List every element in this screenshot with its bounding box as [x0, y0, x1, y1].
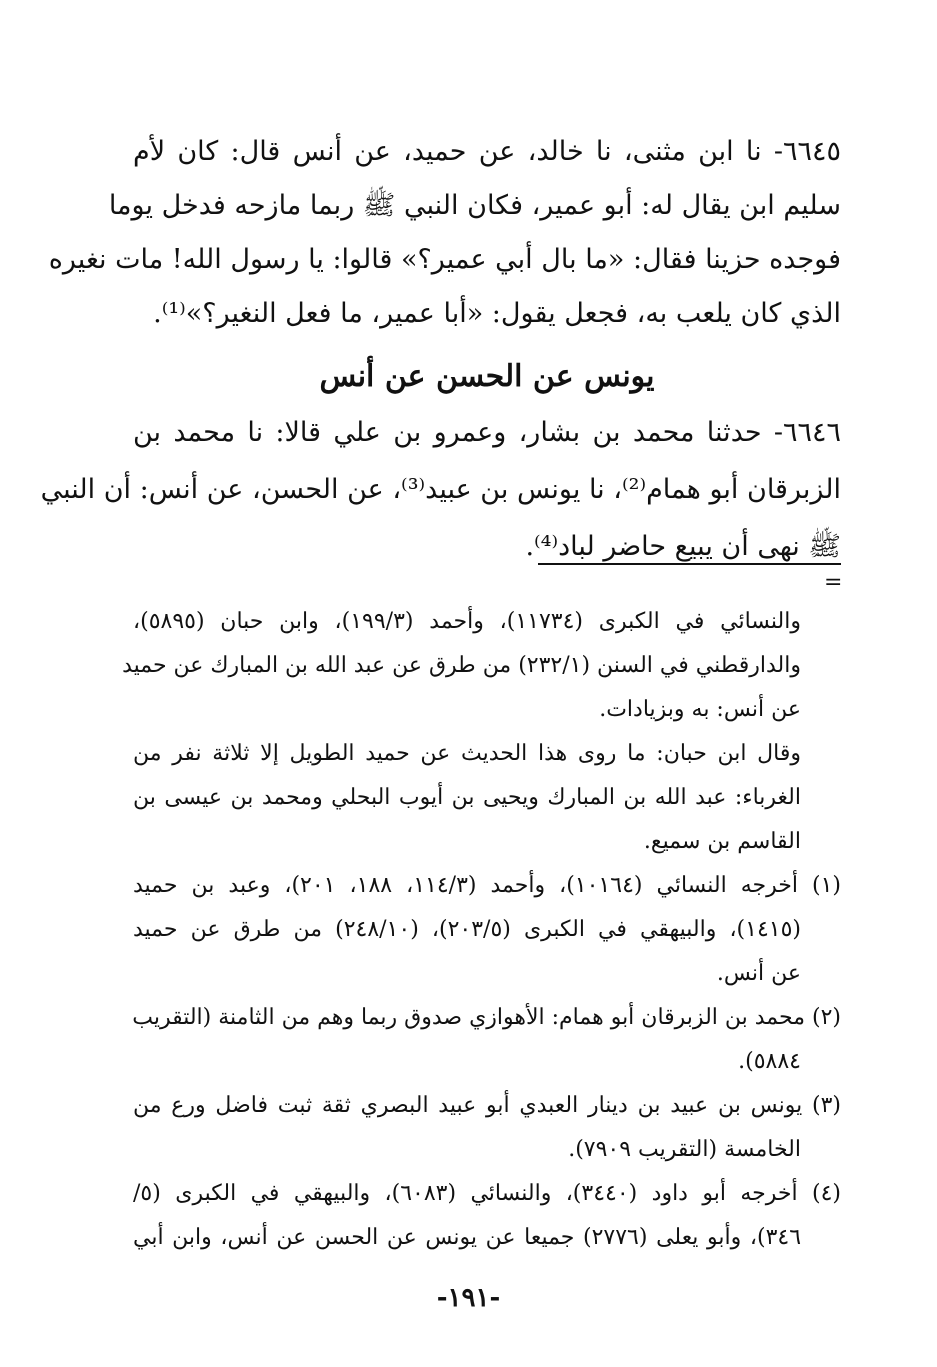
text-line: ٦٦٤٦- حدثنا محمد بن بشار، وعمرو بن علي قالا: نا محمد بن: [133, 417, 841, 448]
footnote-3: [133, 1084, 841, 1172]
footnote-line: (٣) يونس بن عبيد بن دينار العبدي أبو عبيد البصري ثقة ثبت فاضل ورع من: [133, 1093, 841, 1118]
footnote-line: (٢) محمد بن الزبرقان أبو همام: الأهوازي صدوق ربما وهم من الثامنة (التقريب: [132, 1005, 841, 1030]
footnote-1: [133, 864, 841, 996]
footnote-line: ٣٤٦)، وأبو يعلى (٢٧٧٦) جميعا عن يونس عن الحسن عن أنس، وابن أبي: [133, 1225, 802, 1250]
page-number: -١٩١-: [436, 1283, 501, 1313]
section-heading: يونس عن الحسن عن أنس: [319, 359, 655, 394]
text-line: فوجده حزينا فقال: «ما بال أبي عمير؟» قالوا: يا رسول الله! مات نغيره: [48, 244, 841, 275]
footnote-line: وقال ابن حبان: ما روى هذا الحديث عن حميد الطويل إلا ثلاثة نفر من: [133, 741, 801, 766]
footnote-line: الخامسة (التقريب ٧٩٠٩).: [568, 1137, 801, 1162]
hadith-6646: [40, 404, 841, 575]
text-line: ٦٦٤٥- نا ابن مثنى، نا خالد، عن حميد، عن أنس قال: كان لأم: [133, 136, 841, 167]
footnote-line: والدارقطني في السنن (٢٣٢/١) من طرق عن عبد الله بن المبارك عن حميد: [122, 653, 801, 678]
footnote-line: ٥٨٨٤).: [738, 1049, 801, 1074]
footnote-line: (٤) أخرجه أبو داود (٣٤٤٠)، والنسائي (٦٠٨٣)، والبيهقي في الكبرى (٥/: [133, 1181, 841, 1206]
text-line: ﷺ نهى أن يبيع حاضر لباد⁽⁴⁾.: [525, 531, 841, 562]
footnote-line: القاسم بن سميع.: [643, 829, 801, 854]
footnote-2: [133, 996, 841, 1084]
text-line: الذي كان يلعب به، فجعل يقول: «أبا عمير، ما فعل النغير؟»⁽¹⁾.: [153, 298, 841, 329]
footnote-line: عن أنس: به وبزيادات.: [599, 697, 801, 722]
footnote-separator: [538, 563, 841, 565]
footnote-line: عن أنس.: [716, 961, 801, 986]
footnote-continuation: [122, 600, 841, 732]
text-line: سليم ابن يقال له: أبو عمير، فكان النبي ﷺ ربما مازحه فدخل يوما: [108, 190, 841, 221]
hadith-6645: [48, 125, 841, 341]
footnote-4: [133, 1172, 841, 1260]
text-line: الزبرقان أبو همام⁽²⁾، نا يونس بن عبيد⁽³⁾، عن الحسن، عن أنس: أن النبي: [40, 474, 841, 505]
footnote-line: والنسائي في الكبرى (١١٧٣٤)، وأحمد (١٩٩/٣)، وابن حبان (٥٨٩٥)،: [133, 609, 801, 634]
continuation-mark: =: [824, 570, 843, 595]
footnote-line: (١) أخرجه النسائي (١٠١٦٤)، وأحمد (١١٤/٣، ١٨٨، ٢٠١)، وعبد بن حميد: [133, 873, 842, 898]
footnote-line: (١٤١٥)، والبيهقي في الكبرى (٢٠٣/٥)، (٢٤٨/١٠) من طرق عن حميد: [133, 917, 801, 942]
ibn-hibban-remark: [133, 732, 841, 864]
footnote-line: الغرباء: عبد الله بن المبارك ويحيى بن أيوب البحلي ومحمد بن عيسى بن: [133, 785, 801, 810]
footnotes-area: [122, 600, 842, 1260]
